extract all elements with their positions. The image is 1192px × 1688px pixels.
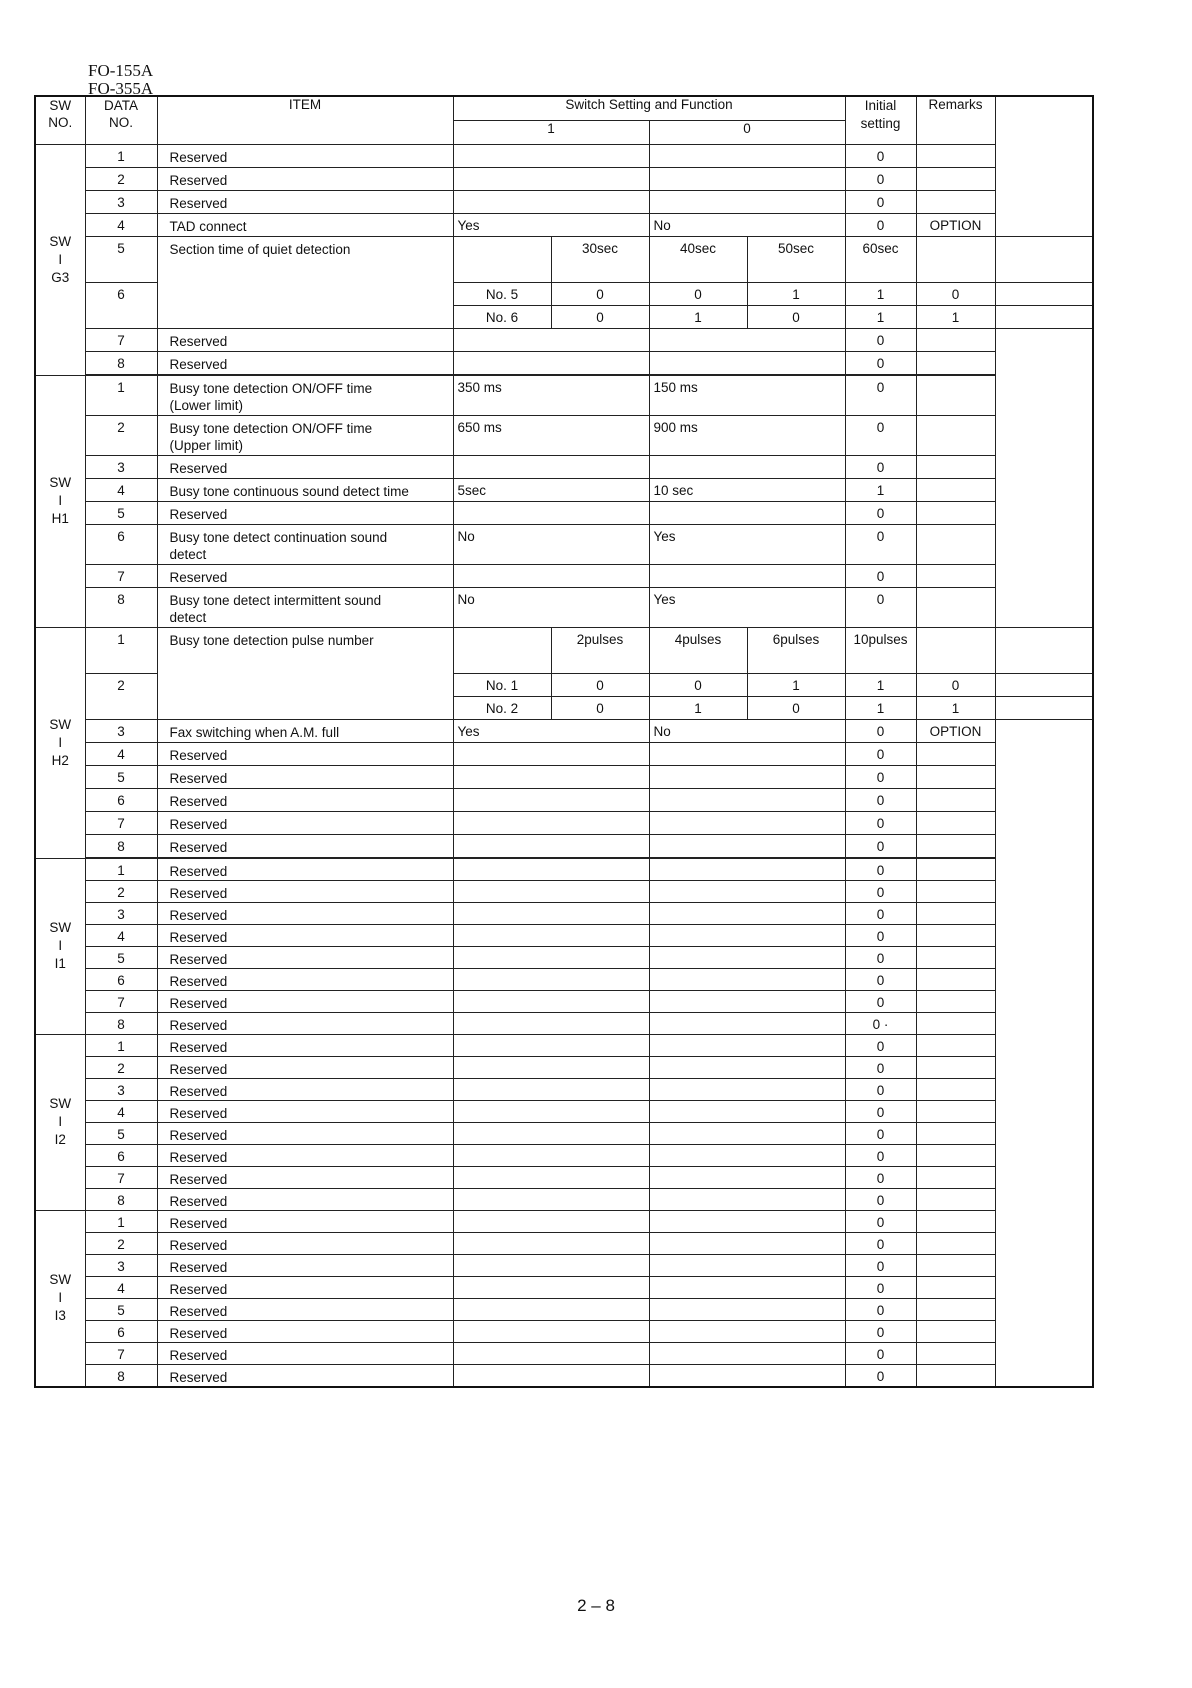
remarks-cell	[916, 1298, 995, 1320]
data-no: 5	[85, 236, 157, 282]
setting-1-cell	[453, 946, 649, 968]
initial-value: 0	[845, 328, 916, 351]
setting-0-cell	[649, 1342, 845, 1364]
item-label: Reserved	[157, 946, 453, 968]
item-label: Reserved	[157, 968, 453, 990]
data-no: 7	[85, 564, 157, 587]
remarks-cell	[916, 1276, 995, 1298]
setting-0-value: 900 ms	[649, 415, 845, 455]
initial-value: 0	[845, 1232, 916, 1254]
initial-value: 0	[845, 880, 916, 902]
setting-1-cell	[453, 1100, 649, 1122]
setting-0-cell	[649, 1232, 845, 1254]
remarks-cell	[916, 924, 995, 946]
initial-value: 0	[845, 524, 916, 564]
bit-value: 0	[551, 696, 649, 719]
item-label: Reserved	[157, 1166, 453, 1188]
initial-value: 0	[845, 415, 916, 455]
initial-value: 0	[845, 902, 916, 924]
bit-value: 1	[845, 696, 916, 719]
initial-value: 0	[916, 282, 995, 305]
setting-0-cell	[649, 1254, 845, 1276]
setting-1-value: 350 ms	[453, 375, 649, 415]
initial-value: 0	[845, 1342, 916, 1364]
initial-value: 0	[845, 1144, 916, 1166]
option-label: 60sec	[845, 236, 916, 282]
initial-value: 0	[845, 924, 916, 946]
option-label: 40sec	[649, 236, 747, 282]
bit-value: 0	[747, 305, 845, 328]
initial-value: 0	[845, 788, 916, 811]
sw-label-g3: SW I G3	[35, 144, 85, 375]
bit-label: No. 2	[453, 696, 551, 719]
data-no: 6	[85, 788, 157, 811]
initial-value: 0	[916, 673, 995, 696]
setting-0-cell	[649, 1034, 845, 1056]
sw-label-i1: SW I I1	[35, 858, 85, 1034]
data-no: 5	[85, 765, 157, 788]
data-no: 1	[85, 144, 157, 167]
item-label: Busy tone detection ON/OFF time (Lower limit)	[157, 375, 453, 415]
setting-1-cell	[453, 968, 649, 990]
setting-1-cell	[453, 1232, 649, 1254]
soft-switch-table	[34, 95, 1094, 1388]
setting-0-value: Yes	[649, 587, 845, 627]
setting-1-cell	[453, 1166, 649, 1188]
data-no: 2	[85, 415, 157, 455]
data-no: 4	[85, 742, 157, 765]
initial-value: 0	[845, 587, 916, 627]
initial-value: 1	[916, 696, 995, 719]
initial-value: 0	[845, 765, 916, 788]
setting-1-cell	[453, 1320, 649, 1342]
col-data-no: DATA NO.	[85, 96, 157, 144]
data-no: 7	[85, 1342, 157, 1364]
data-no: 4	[85, 1100, 157, 1122]
data-no: 8	[85, 351, 157, 374]
setting-1-value: Yes	[453, 719, 649, 742]
option-label: 50sec	[747, 236, 845, 282]
initial-value: 0	[845, 858, 916, 880]
setting-1-cell	[453, 1012, 649, 1034]
data-no: 1	[85, 1034, 157, 1056]
setting-0-cell	[649, 990, 845, 1012]
setting-1-cell	[453, 1122, 649, 1144]
remarks-cell	[916, 880, 995, 902]
data-no: 1	[85, 375, 157, 415]
initial-value: 0	[845, 1188, 916, 1210]
setting-1-cell	[453, 1034, 649, 1056]
setting-1-cell	[453, 1188, 649, 1210]
data-no: 2	[85, 1056, 157, 1078]
setting-1-cell	[453, 902, 649, 924]
setting-1-cell	[453, 1298, 649, 1320]
item-label: Reserved	[157, 328, 453, 351]
item-label: Reserved	[157, 1276, 453, 1298]
setting-1-cell	[453, 1056, 649, 1078]
data-no: 6	[85, 1320, 157, 1342]
initial-value: 0	[845, 1034, 916, 1056]
data-no: 3	[85, 719, 157, 742]
initial-value: 0	[845, 946, 916, 968]
page-number: 2 – 8	[577, 1596, 615, 1615]
initial-value: 0	[845, 190, 916, 213]
item-label: TAD connect	[157, 213, 453, 236]
bit-value: 1	[747, 282, 845, 305]
setting-0-cell	[649, 1078, 845, 1100]
initial-value: 0	[845, 144, 916, 167]
initial-value: 0	[845, 1276, 916, 1298]
setting-0-cell	[649, 1298, 845, 1320]
item-label: Busy tone detection pulse number	[157, 627, 453, 719]
item-label: Reserved	[157, 144, 453, 167]
item-label: Reserved	[157, 742, 453, 765]
remarks-cell	[916, 1100, 995, 1122]
data-no: 6	[85, 282, 157, 328]
item-label: Reserved	[157, 564, 453, 587]
setting-0-cell	[649, 858, 845, 880]
setting-0-value: No	[649, 213, 845, 236]
initial-value: 0	[845, 351, 916, 374]
initial-value: 0	[845, 1166, 916, 1188]
setting-0-cell	[649, 1012, 845, 1034]
item-label: Reserved	[157, 1012, 453, 1034]
item-label: Reserved	[157, 1298, 453, 1320]
model-name: FO-155A	[88, 61, 154, 80]
setting-1-cell	[453, 990, 649, 1012]
initial-value: 1	[916, 305, 995, 328]
initial-value: 0	[845, 811, 916, 834]
data-no: 7	[85, 328, 157, 351]
setting-0-cell	[649, 968, 845, 990]
bit-label: No. 1	[453, 673, 551, 696]
remarks-cell	[916, 1056, 995, 1078]
remarks-cell	[916, 1166, 995, 1188]
data-no: 5	[85, 946, 157, 968]
item-label: Reserved	[157, 1034, 453, 1056]
data-no: 3	[85, 190, 157, 213]
item-label: Reserved	[157, 788, 453, 811]
data-no: 7	[85, 811, 157, 834]
remarks-cell	[916, 968, 995, 990]
data-no: 8	[85, 834, 157, 857]
item-label: Reserved	[157, 1254, 453, 1276]
remarks-cell	[916, 1320, 995, 1342]
setting-0-cell	[649, 1320, 845, 1342]
data-no: 8	[85, 1364, 157, 1387]
col-setting-1: 1	[453, 120, 649, 144]
item-label: Busy tone continuous sound detect time	[157, 478, 453, 501]
item-label: Reserved	[157, 190, 453, 213]
item-label: Reserved	[157, 834, 453, 857]
bit-value: 1	[649, 696, 747, 719]
bit-value: 1	[845, 305, 916, 328]
data-no: 7	[85, 990, 157, 1012]
option-label: 2pulses	[551, 627, 649, 673]
setting-0-cell	[649, 880, 845, 902]
initial-value: 0	[845, 167, 916, 190]
setting-1-cell	[453, 1342, 649, 1364]
setting-0-cell	[649, 1276, 845, 1298]
setting-0-cell	[649, 1364, 845, 1387]
initial-value: 1	[845, 478, 916, 501]
setting-1-value: 5sec	[453, 478, 649, 501]
remarks-cell	[916, 1012, 995, 1034]
item-label: Reserved	[157, 1056, 453, 1078]
initial-value: 0	[845, 1100, 916, 1122]
data-no: 3	[85, 902, 157, 924]
remarks-cell	[916, 1254, 995, 1276]
setting-1-cell	[453, 1364, 649, 1387]
col-item: ITEM	[157, 96, 453, 144]
data-no: 4	[85, 924, 157, 946]
data-no: 6	[85, 524, 157, 564]
item-label: Reserved	[157, 1144, 453, 1166]
data-no: 1	[85, 858, 157, 880]
data-no: 6	[85, 968, 157, 990]
data-no: 2	[85, 673, 157, 719]
setting-0-value: Yes	[649, 524, 845, 564]
setting-1-cell	[453, 1254, 649, 1276]
remarks-cell	[916, 902, 995, 924]
item-label: Reserved	[157, 455, 453, 478]
item-label: Reserved	[157, 1232, 453, 1254]
setting-0-cell	[649, 1188, 845, 1210]
setting-1-cell	[453, 1144, 649, 1166]
bit-value: 0	[649, 673, 747, 696]
sw-label-i3: SW I I3	[35, 1210, 85, 1387]
item-label: Reserved	[157, 880, 453, 902]
initial-value: 0	[845, 990, 916, 1012]
option-label: 30sec	[551, 236, 649, 282]
setting-1-cell	[453, 880, 649, 902]
data-no: 4	[85, 1276, 157, 1298]
remarks-cell	[916, 1188, 995, 1210]
setting-0-cell	[649, 924, 845, 946]
remarks-cell	[916, 1144, 995, 1166]
initial-value: 0	[845, 834, 916, 857]
data-no: 2	[85, 167, 157, 190]
initial-value: 0	[845, 455, 916, 478]
bit-value: 1	[845, 673, 916, 696]
initial-value: 0	[845, 1320, 916, 1342]
data-no: 8	[85, 587, 157, 627]
item-label: Reserved	[157, 501, 453, 524]
item-label: Reserved	[157, 1078, 453, 1100]
setting-1-cell	[453, 1210, 649, 1232]
data-no: 2	[85, 1232, 157, 1254]
bit-value: 0	[551, 282, 649, 305]
initial-value: 0	[845, 968, 916, 990]
col-initial-setting: Initial setting	[845, 96, 916, 144]
model-header	[88, 62, 153, 98]
item-label: Reserved	[157, 765, 453, 788]
option-label: 4pulses	[649, 627, 747, 673]
setting-0-cell	[649, 1122, 845, 1144]
col-switch-setting: Switch Setting and Function	[453, 96, 845, 120]
remarks-cell	[916, 990, 995, 1012]
col-setting-0: 0	[649, 120, 845, 144]
item-label: Busy tone detect intermittent sound detect	[157, 587, 453, 627]
setting-0-cell	[649, 1166, 845, 1188]
bit-label: No. 5	[453, 282, 551, 305]
remarks-value: OPTION	[916, 719, 995, 742]
remarks-cell	[916, 1342, 995, 1364]
data-no: 4	[85, 478, 157, 501]
initial-value: 0	[845, 1078, 916, 1100]
item-label: Reserved	[157, 1122, 453, 1144]
item-label: Reserved	[157, 351, 453, 374]
setting-0-cell	[649, 1100, 845, 1122]
col-sw-no: SW NO.	[35, 96, 85, 144]
data-no: 1	[85, 1210, 157, 1232]
setting-0-cell	[649, 902, 845, 924]
option-label: 6pulses	[747, 627, 845, 673]
bit-value: 0	[551, 305, 649, 328]
sw-label-h2: SW I H2	[35, 627, 85, 858]
bit-value: 1	[747, 673, 845, 696]
item-label: Reserved	[157, 990, 453, 1012]
remarks-cell	[916, 858, 995, 880]
remarks-cell	[916, 1364, 995, 1387]
option-label: 10pulses	[845, 627, 916, 673]
item-label: Reserved	[157, 858, 453, 880]
data-no: 2	[85, 880, 157, 902]
initial-value: 0	[845, 1254, 916, 1276]
item-label: Section time of quiet detection	[157, 236, 453, 328]
initial-value: 0	[845, 1298, 916, 1320]
item-label: Reserved	[157, 924, 453, 946]
setting-1-cell	[453, 924, 649, 946]
bit-label: No. 6	[453, 305, 551, 328]
initial-value: 0	[845, 375, 916, 415]
setting-0-value: No	[649, 719, 845, 742]
remarks-cell	[916, 1034, 995, 1056]
bit-value: 0	[649, 282, 747, 305]
setting-1-value: No	[453, 524, 649, 564]
data-no: 3	[85, 1078, 157, 1100]
item-label: Busy tone detect continuation sound detect	[157, 524, 453, 564]
setting-1-value: No	[453, 587, 649, 627]
bit-value: 1	[845, 282, 916, 305]
data-no: 8	[85, 1012, 157, 1034]
data-no: 7	[85, 1166, 157, 1188]
data-no: 6	[85, 1144, 157, 1166]
setting-0-value: 10 sec	[649, 478, 845, 501]
item-label: Reserved	[157, 1364, 453, 1387]
initial-value: 0	[845, 1210, 916, 1232]
initial-value: 0	[845, 1364, 916, 1387]
setting-0-cell	[649, 1056, 845, 1078]
sw-label-h1: SW I H1	[35, 375, 85, 627]
item-label: Reserved	[157, 811, 453, 834]
data-no: 4	[85, 213, 157, 236]
initial-value: 0	[845, 719, 916, 742]
item-label: Reserved	[157, 167, 453, 190]
remarks-cell	[916, 1210, 995, 1232]
setting-0-cell	[649, 1210, 845, 1232]
item-label: Reserved	[157, 1320, 453, 1342]
model-name: FO-355A	[88, 79, 154, 98]
initial-value: 0	[845, 1056, 916, 1078]
remarks-cell	[916, 1232, 995, 1254]
initial-value: 0	[845, 213, 916, 236]
initial-value: 0	[845, 1122, 916, 1144]
setting-0-cell	[649, 1144, 845, 1166]
remarks-cell	[916, 946, 995, 968]
initial-value: 0 ·	[845, 1012, 916, 1034]
setting-0-value: 150 ms	[649, 375, 845, 415]
data-no: 5	[85, 1122, 157, 1144]
setting-1-value: Yes	[453, 213, 649, 236]
data-no: 1	[85, 627, 157, 673]
remarks-cell	[916, 1122, 995, 1144]
col-remarks: Remarks	[916, 96, 995, 144]
item-label: Reserved	[157, 1342, 453, 1364]
initial-value: 0	[845, 742, 916, 765]
bit-value: 0	[551, 673, 649, 696]
bit-value: 1	[649, 305, 747, 328]
item-label: Reserved	[157, 1188, 453, 1210]
data-no: 8	[85, 1188, 157, 1210]
remarks-cell	[916, 1078, 995, 1100]
data-no: 5	[85, 1298, 157, 1320]
item-label: Reserved	[157, 1210, 453, 1232]
setting-1-value: 650 ms	[453, 415, 649, 455]
setting-1-cell	[453, 858, 649, 880]
setting-1-cell	[453, 1078, 649, 1100]
data-no: 5	[85, 501, 157, 524]
item-label: Busy tone detection ON/OFF time (Upper limit)	[157, 415, 453, 455]
setting-1-cell	[453, 1276, 649, 1298]
item-label: Reserved	[157, 902, 453, 924]
initial-value: 0	[845, 564, 916, 587]
bit-value: 0	[747, 696, 845, 719]
initial-value: 0	[845, 501, 916, 524]
item-label: Reserved	[157, 1100, 453, 1122]
item-label: Fax switching when A.M. full	[157, 719, 453, 742]
sw-label-i2: SW I I2	[35, 1034, 85, 1210]
data-no: 3	[85, 455, 157, 478]
data-no: 3	[85, 1254, 157, 1276]
setting-0-cell	[649, 946, 845, 968]
remarks-value: OPTION	[916, 213, 995, 236]
